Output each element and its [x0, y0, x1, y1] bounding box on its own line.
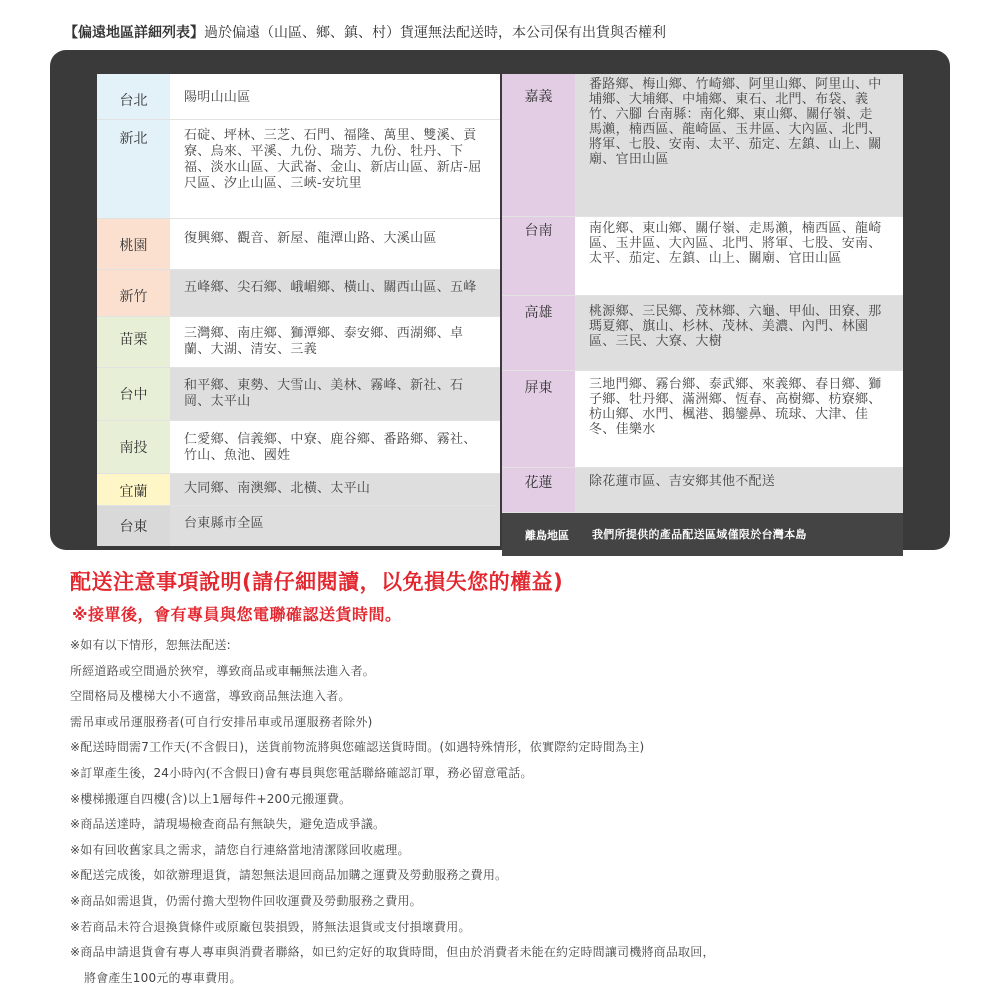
- region-towns: 台東縣市全區: [184, 516, 264, 531]
- region-towns: 番路鄉、梅山鄉、竹崎鄉、阿里山鄉、阿里山、中埔鄉、大埔鄉、中埔鄉、東石、北門、布袋、義竹、六腳 台南縣：南化鄉、東山鄉、關仔嶺、走馬瀨，楠西區、龍崎區、玉井區、大內區、北門、將軍、七股、安南、太平、茄定、左鎮、山上、關廟、官田山區: [589, 77, 882, 167]
- notice-line: ※配送完成後，如欲辦理退貨，請恕無法退回商品加購之運費及勞動服務之費用。: [70, 868, 508, 883]
- region-towns: 仁愛鄉、信義鄉、中寮、鹿谷鄉、番路鄉、霧社、竹山、魚池、國姓: [184, 432, 477, 463]
- region-towns: 大同鄉、南澳鄉、北橫、太平山: [184, 481, 371, 496]
- notice-line: ※如有回收舊家具之需求，請您自行連絡當地清潔隊回收處理。: [70, 842, 410, 857]
- notice-line: ※配送時間需7工作天(不含假日)，送貨前物流將與您確認送貨時間。(如遇特殊情形，依實際約定時間為主): [70, 740, 645, 755]
- notice-title: 配送注意事項說明(請仔細閱讀，以免損失您的權益): [70, 570, 564, 594]
- region-row-offshore: [502, 513, 903, 556]
- region-name: 嘉義: [502, 74, 575, 216]
- region-row: [97, 270, 500, 317]
- region-towns: 五峰鄉、尖石鄉、峨嵋鄉、橫山、關西山區、五峰: [184, 280, 477, 295]
- region-towns: 我們所提供的產品配送區域僅限於台灣本島: [592, 528, 807, 541]
- region-towns: 三灣鄉、南庄鄉、獅潭鄉、泰安鄉、西湖鄉、卓蘭、大湖、清安、三義: [184, 326, 464, 357]
- region-name: 台南: [502, 217, 575, 295]
- region-row: [502, 468, 903, 513]
- region-towns: 桃源鄉、三民鄉、茂林鄉、六龜、甲仙、田寮、那瑪夏鄉、旗山、杉林、茂林、美濃、內門、林園區、三民、大寮、大樹: [589, 304, 882, 349]
- region-name: 台北: [97, 74, 170, 119]
- region-row: [97, 219, 500, 270]
- region-name: 離島地區: [502, 513, 592, 556]
- left-region-table: [97, 74, 500, 546]
- right-region-table: [502, 74, 903, 556]
- page-header: [64, 22, 666, 42]
- notice-line: ※樓梯搬運自四樓(含)以上1層每件+200元搬運費。: [70, 791, 352, 806]
- notice-line: ※如有以下情形，恕無法配送:: [70, 638, 231, 652]
- region-row: [502, 296, 903, 371]
- region-name: 南投: [97, 421, 170, 473]
- region-name: 花蓮: [502, 468, 575, 512]
- region-towns: 南化鄉、東山鄉、關仔嶺、走馬瀨，楠西區、龍崎區、玉井區、大內區、北門、將軍、七股、安南、太平、茄定、左鎮、山上、關廟、官田山區: [589, 221, 882, 266]
- region-row: [97, 74, 500, 120]
- notice-line: ※若商品未符合退換貨條件或原廠包裝損毀，將無法退貨或支付損壞費用。: [70, 919, 471, 934]
- region-name: 新北: [97, 120, 170, 218]
- region-towns: 除花蓮市區、吉安鄉其他不配送: [589, 474, 776, 489]
- region-row: [97, 506, 500, 546]
- notice-line: 將會產生100元的專車費用。: [84, 970, 242, 985]
- region-row: [97, 368, 500, 421]
- region-row: [97, 421, 500, 474]
- region-row: [97, 120, 500, 219]
- region-towns: 復興鄉、觀音、新屋、龍潭山路、大溪山區: [184, 231, 437, 246]
- region-towns: 石碇、坪林、三芝、石門、福隆、萬里、雙溪、貢寮、烏來、平溪、九份、瑞芳、九份、牡丹、下福、淡水山區、大武崙、金山、新店山區、新店-屈尺區、汐止山區、三峽-安坑里: [184, 128, 482, 191]
- remote-area-panel: [50, 50, 950, 550]
- notice-list: [70, 638, 950, 996]
- notice-line: 空間格局及樓梯大小不適當，導致商品無法進入者。: [70, 689, 351, 704]
- region-name: 台中: [97, 368, 170, 420]
- notice-line: ※商品申請退貨會有專人專車與消費者聯絡，如已約定好的取貨時間，但由於消費者未能在約定時間讓司機將商品取回，: [70, 945, 715, 960]
- notice-line: ※商品送達時，請現場檢查商品有無缺失，避免造成爭議。: [70, 817, 386, 832]
- region-name: 台東: [97, 506, 170, 546]
- region-row: [502, 371, 903, 468]
- region-towns: 陽明山山區: [184, 90, 251, 105]
- region-row: [97, 474, 500, 506]
- region-name: 苗栗: [97, 317, 170, 367]
- region-name: 屏東: [502, 371, 575, 467]
- region-towns: 和平鄉、東勢、大雪山、美林、霧峰、新社、石岡、太平山: [184, 378, 464, 409]
- notice-line: 需吊車或吊運服務者(可自行安排吊車或吊運服務者除外): [70, 714, 373, 729]
- region-row: [502, 217, 903, 296]
- region-row: [97, 317, 500, 368]
- notice-line: 所經道路或空間過於狹窄，導致商品或車輛無法進入者。: [70, 663, 376, 678]
- region-row: [502, 74, 903, 217]
- notice-line: ※訂單產生後，24小時內(不含假日)會有專員與您電話聯絡確認訂單，務必留意電話。: [70, 765, 533, 780]
- region-towns: 三地門鄉、霧台鄉、泰武鄉、來義鄉、春日鄉、獅子鄉、牡丹鄉、滿洲鄉、恆春、高樹鄉、枋寮鄉、枋山鄉、水門、楓港、鵝鑾鼻、琉球、大津、佳冬、佳樂水: [589, 377, 882, 437]
- region-name: 高雄: [502, 296, 575, 370]
- region-name: 宜蘭: [97, 474, 170, 505]
- header-bracket-title: 【偏遠地區詳細列表】: [64, 25, 204, 41]
- header-description: 過於偏遠（山區、鄉、鎮、村）貨運無法配送時，本公司保有出貨與否權利: [204, 25, 666, 41]
- notice-line: ※商品如需退貨，仍需付擔大型物件回收運費及勞動服務之費用。: [70, 893, 422, 908]
- region-name: 新竹: [97, 270, 170, 316]
- region-name: 桃園: [97, 219, 170, 269]
- notice-subtitle: ※接單後，會有專員與您電聯確認送貨時間。: [72, 605, 402, 624]
